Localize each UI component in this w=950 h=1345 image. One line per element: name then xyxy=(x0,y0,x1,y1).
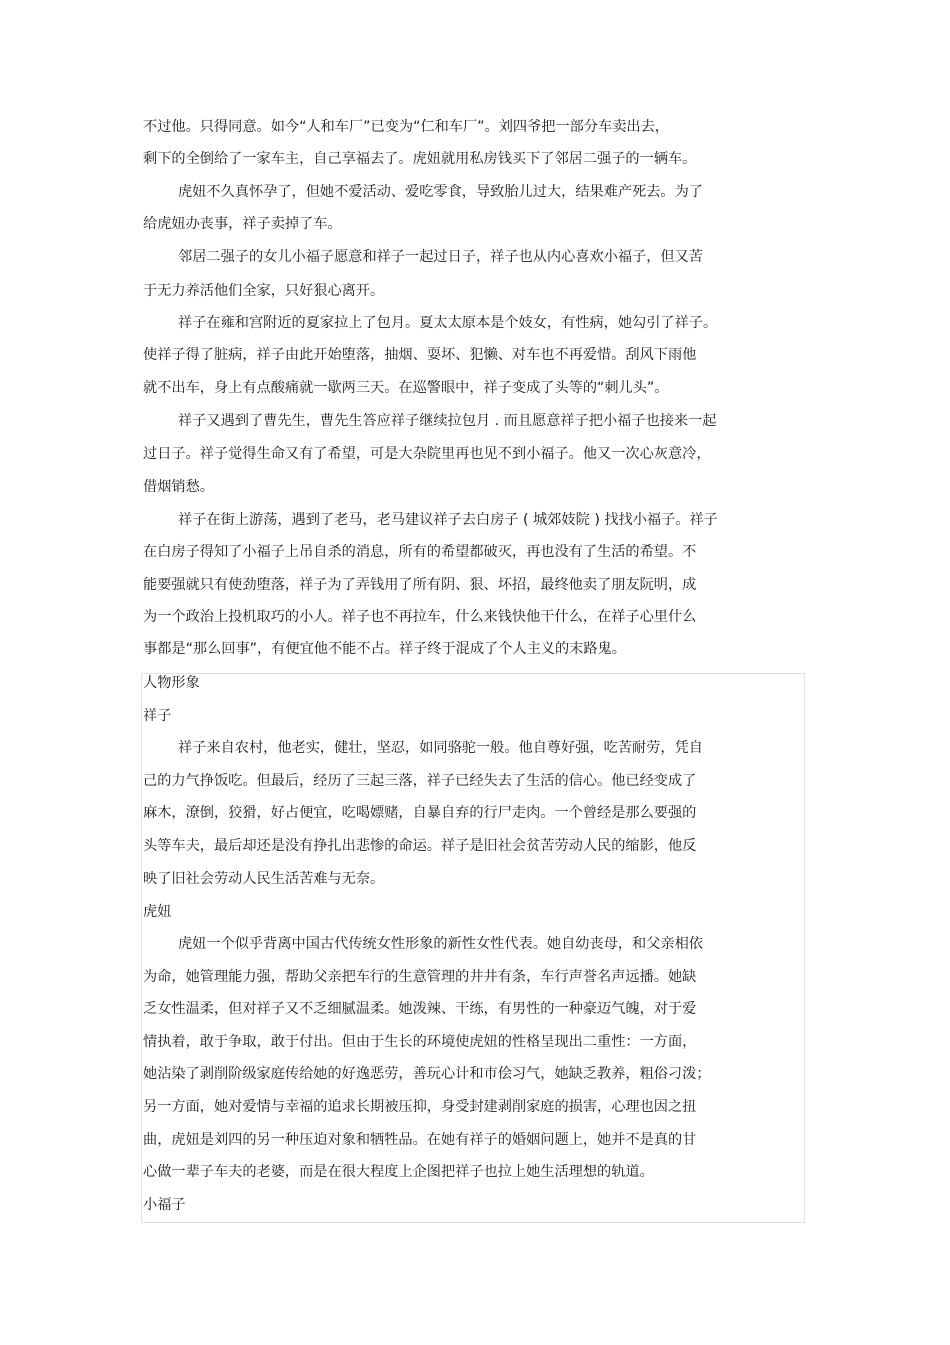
paragraph-line: 映了旧社会劳动人民生活苦难与无奈。 xyxy=(143,871,385,887)
paragraph-line: 祥子又遇到了曹先生，曹先生答应祥子继续拉包月 . 而且愿意祥子把小福子也接来一起 xyxy=(178,413,717,429)
paragraph-line: 她沾染了剥削阶级家庭传给她的好逸恶劳，善玩心计和市侩习气，她缺乏教养，粗俗刁泼； xyxy=(143,1066,711,1082)
paragraph-line: 头等车夫，最后却还是没有挣扎出悲惨的命运。祥子是旧社会贫苦劳动人民的缩影，他反 xyxy=(143,838,697,854)
character-heading: 祥子 xyxy=(143,708,172,724)
paragraph-line: 心做一辈子车夫的老婆，而是在很大程度上企图把祥子也拉上她生活理想的轨道。 xyxy=(143,1164,654,1180)
paragraph-line: 使祥子得了脏病，祥子由此开始堕落，抽烟、耍坏、犯懒、对车也不再爱惜。刮风下雨他 xyxy=(143,347,697,363)
character-heading: 小福子 xyxy=(143,1197,186,1213)
paragraph-line: 于无力养活他们全家，只好狠心离开。 xyxy=(143,283,385,299)
paragraph-line: 另一方面，她对爱情与幸福的追求长期被压抑，身受封建剥削家庭的损害，心理也因之扭 xyxy=(143,1099,697,1115)
paragraph-line: 在白房子得知了小福子上吊自杀的消息，所有的希望都破灭，再也没有了生活的希望。不 xyxy=(143,544,697,560)
paragraph-line: 邻居二强子的女儿小福子愿意和祥子一起过日子，祥子也从内心喜欢小福子，但又苦 xyxy=(178,249,703,265)
paragraph-line: 给虎妞办丧事，祥子卖掉了车。 xyxy=(143,216,342,232)
paragraph-line: 过日子。祥子觉得生命又有了希望，可是大杂院里再也见不到小福子。他又一次心灰意冷， xyxy=(143,446,711,462)
paragraph-line: 就不出车，身上有点酸痛就一歇两三天。在巡警眼中，祥子变成了头等的“刺儿头”。 xyxy=(143,380,669,396)
paragraph-line: 祥子在雍和宫附近的夏家拉上了包月。夏太太原本是个妓女，有性病，她勾引了祥子。 xyxy=(178,315,718,331)
paragraph-line: 麻木，潦倒，狡猾，好占便宜，吃喝嫖赌，自暴自弃的行尸走肉。一个曾经是那么要强的 xyxy=(143,805,697,821)
paragraph-line: 借烟销愁。 xyxy=(143,479,214,495)
paragraph-line: 虎妞不久真怀孕了，但她不爱活动、爱吃零食，导致胎儿过大，结果难产死去。为了 xyxy=(178,184,703,200)
paragraph-line: 不过他。只得同意。如今“人和车厂”已变为“仁和车厂”。刘四爷把一部分车卖出去， xyxy=(143,119,669,135)
paragraph-line: 祥子来自农村，他老实，健壮，坚忍，如同骆驼一般。他自尊好强，吃苦耐劳，凭自 xyxy=(178,740,703,756)
paragraph-line: 己的力气挣饭吃。但最后，经历了三起三落，祥子已经失去了生活的信心。他已经变成了 xyxy=(143,773,697,789)
paragraph-line: 为一个政治上投机取巧的小人。祥子也不再拉车，什么来钱快他干什么，在祥子心里什么 xyxy=(143,609,697,625)
paragraph-line: 能要强就只有使劲堕落，祥子为了弄钱用了所有阴、狠、坏招，最终他卖了朋友阮明，成 xyxy=(143,577,697,593)
paragraph-line: 祥子在街上游荡，遇到了老马，老马建议祥子去白房子 ( 城郊妓院 ) 找找小福子。祥子 xyxy=(178,512,718,528)
paragraph-line: 为命，她管理能力强，帮助父亲把车行的生意管理的井井有条，车行声誉名声远播。她缺 xyxy=(143,969,697,985)
paragraph-line: 虎妞一个似乎背离中国古代传统女性形象的新性女性代表。她自幼丧母，和父亲相依 xyxy=(178,936,703,952)
paragraph-line: 情执着，敢于争取，敢于付出。但由于生长的环境使虎妞的性格呈现出二重性：一方面， xyxy=(143,1034,697,1050)
section-heading: 人物形象 xyxy=(143,675,200,691)
paragraph-line: 剩下的全倒给了一家车主，自己享福去了。虎妞就用私房钱买下了邻居二强子的一辆车。 xyxy=(143,151,697,167)
paragraph-line: 事都是“那么回事”，有便宜他不能不占。祥子终于混成了个人主义的末路鬼。 xyxy=(143,641,626,657)
paragraph-line: 乏女性温柔，但对祥子又不乏细腻温柔。她泼辣、干练，有男性的一种豪迈气魄，对于爱 xyxy=(143,1001,697,1017)
character-heading: 虎妞 xyxy=(143,904,172,920)
paragraph-line: 曲，虎妞是刘四的另一种压迫对象和牺牲品。在她有祥子的婚姻问题上，她并不是真的甘 xyxy=(143,1132,697,1148)
